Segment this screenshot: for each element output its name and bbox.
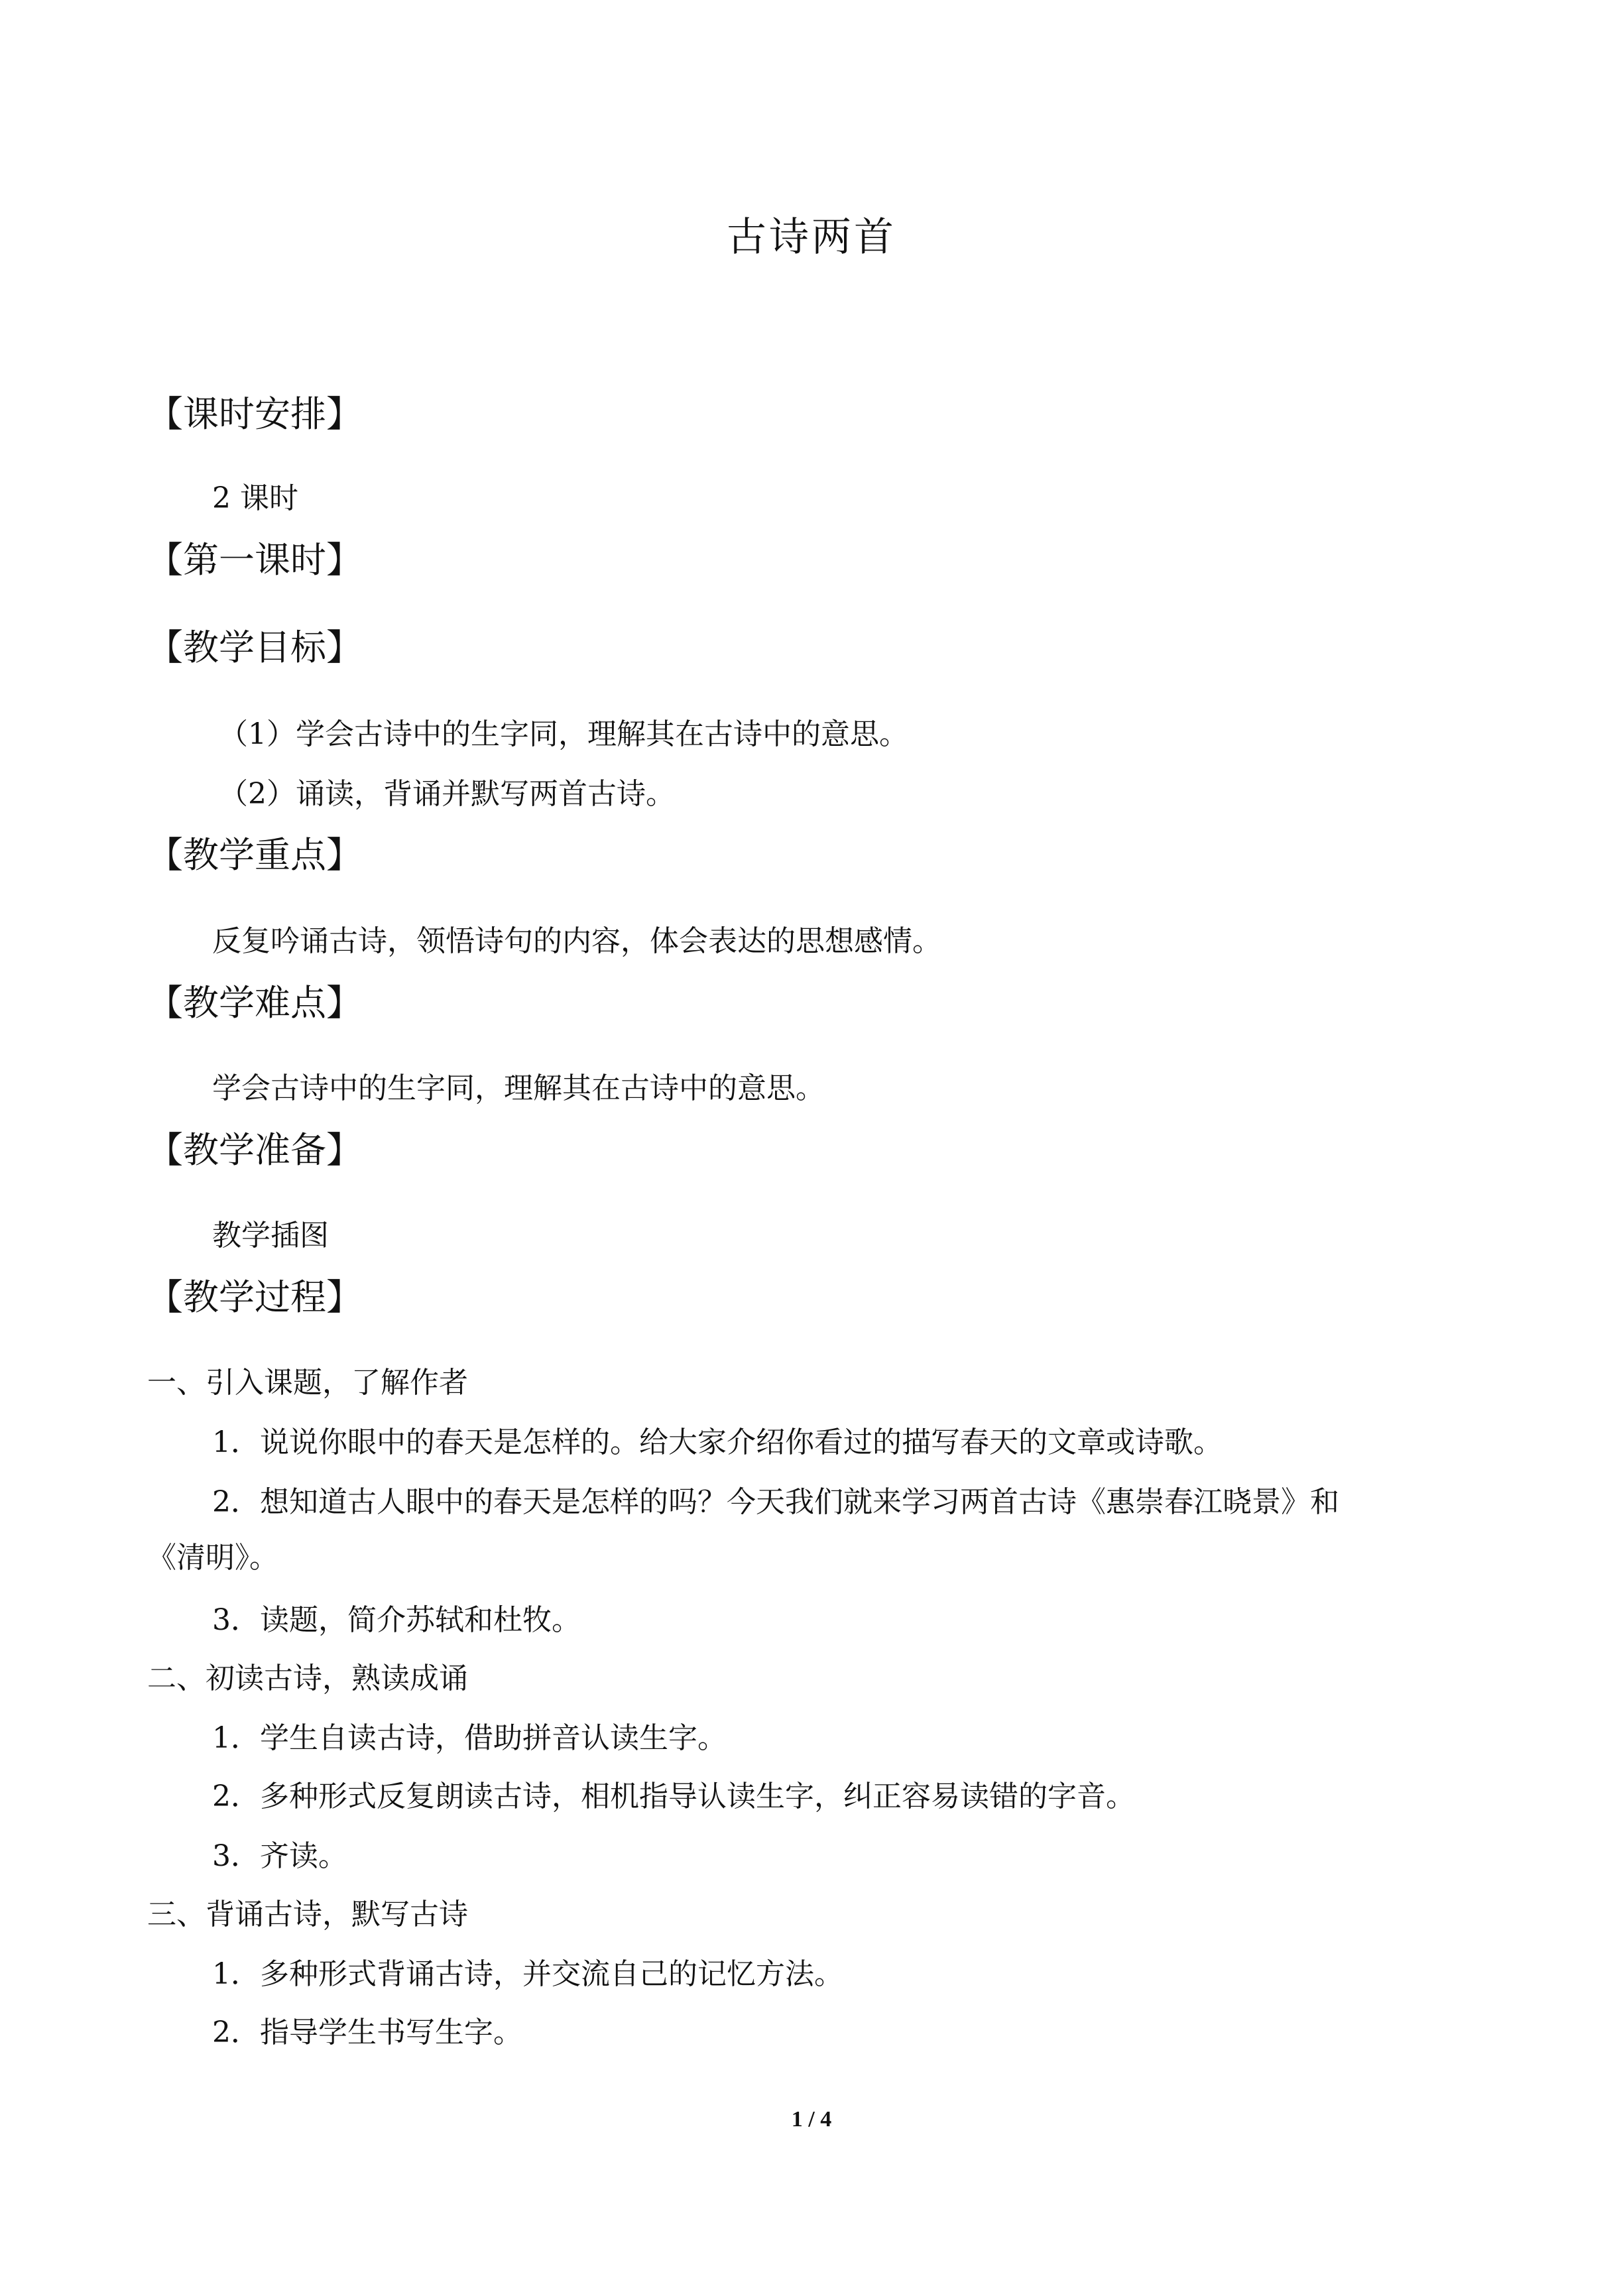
heading-lesson1: 【第一课时】	[147, 539, 362, 581]
process-part3-item-1: 1．多种形式背诵古诗，并交流自己的记忆方法。	[212, 1957, 843, 1991]
page-number: 1 / 4	[791, 2107, 832, 2132]
process-part2-item-3: 3．齐读。	[212, 1839, 347, 1873]
process-part1-title: 一、引入课题，了解作者	[147, 1366, 468, 1400]
goal-item-1: （1）学会古诗中的生字同，理解其在古诗中的意思。	[219, 717, 908, 751]
key-points-text: 反复吟诵古诗，领悟诗句的内容，体会表达的思想感情。	[212, 924, 941, 958]
process-part2-item-1: 1．学生自读古诗，借助拼音认读生字。	[212, 1721, 727, 1755]
heading-difficulties: 【教学难点】	[147, 982, 362, 1024]
schedule-text: 2 课时	[212, 481, 298, 515]
process-part1-item-2-cont: 《清明》。	[147, 1541, 278, 1575]
preparation-text: 教学插图	[212, 1219, 329, 1252]
page-title: 古诗两首	[727, 214, 896, 261]
process-part3-item-2: 2．指导学生书写生字。	[212, 2016, 522, 2049]
difficulties-text: 学会古诗中的生字同，理解其在古诗中的意思。	[212, 1071, 825, 1105]
process-part3-title: 三、背诵古诗，默写古诗	[147, 1898, 468, 1931]
heading-key-points: 【教学重点】	[147, 834, 362, 876]
process-part1-item-2: 2．想知道古人眼中的春天是怎样的吗？今天我们就来学习两首古诗《惠崇春江晓景》和	[212, 1485, 1339, 1519]
heading-process: 【教学过程】	[147, 1276, 362, 1318]
process-part1-item-1: 1．说说你眼中的春天是怎样的。给大家介绍你看过的描写春天的文章或诗歌。	[212, 1425, 1223, 1459]
heading-preparation: 【教学准备】	[147, 1129, 362, 1171]
heading-goals: 【教学目标】	[147, 627, 362, 668]
goal-item-2: （2）诵读，背诵并默写两首古诗。	[219, 777, 675, 811]
heading-schedule: 【课时安排】	[147, 393, 362, 435]
process-part2-title: 二、初读古诗，熟读成诵	[147, 1662, 468, 1695]
process-part1-item-3: 3．读题，简介苏轼和杜牧。	[212, 1603, 581, 1637]
process-part2-item-2: 2．多种形式反复朗读古诗，相机指导认读生字，纠正容易读错的字音。	[212, 1780, 1135, 1813]
